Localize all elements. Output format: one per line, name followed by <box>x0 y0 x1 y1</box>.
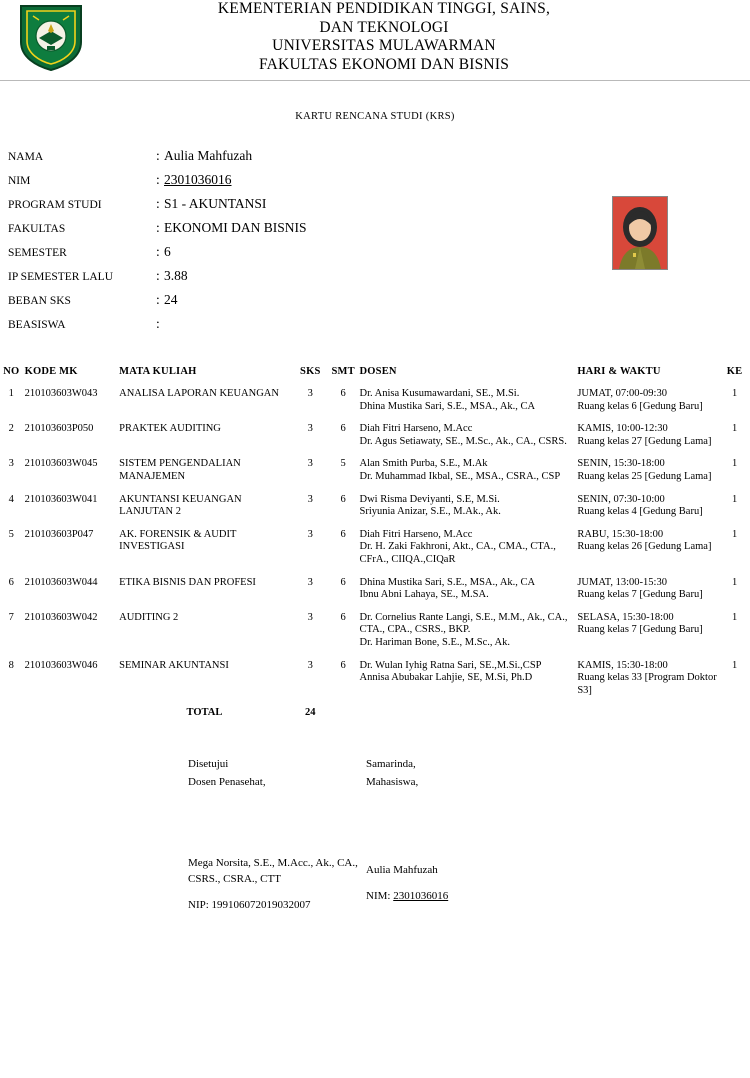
signature-right-header <box>366 755 566 791</box>
cell-mata-kuliah: PRAKTEK AUDITING <box>119 423 221 435</box>
total-sks: 24 <box>305 707 316 719</box>
dosen-line: Dwi Risma Deviyanti, S.E, M.Si. <box>359 493 500 505</box>
dosen-line: Dr. Muhammad Ikbal, SE., MSA., CSRA., CSP <box>359 470 561 482</box>
document-title: KARTU RENCANA STUDI (KRS) <box>295 111 455 122</box>
table-row <box>0 453 750 488</box>
identity-colon: : <box>156 196 160 211</box>
cell-dosen <box>358 524 576 572</box>
identity-colon: : <box>156 172 160 187</box>
header-divider <box>0 80 750 81</box>
cell-kode: 210103603W046 <box>24 659 98 671</box>
jadwal-line: RABU, 15:30-18:00 <box>577 528 664 540</box>
ruang-line: Ruang kelas 6 [Gedung Baru] <box>577 400 703 412</box>
identity-label: NIM <box>8 175 31 187</box>
dosen-line: Diah Fitri Harseno, M.Acc <box>359 528 473 540</box>
identity-row-nama <box>8 148 750 172</box>
total-label: TOTAL <box>186 707 223 719</box>
cell-kode: 210103603W042 <box>24 611 98 623</box>
cell-hari-waktu <box>575 572 719 607</box>
dosen-line: Dhina Mustika Sari, S.E., MSA., Ak., CA <box>359 576 536 588</box>
university-logo <box>16 2 86 72</box>
cell-mata-kuliah: AKUNTANSI KEUANGAN LANJUTAN 2 <box>119 493 242 518</box>
cell-hari-waktu <box>575 383 719 418</box>
advisor-name: Mega Norsita, S.E., M.Acc., Ak., CA., CSRS., CSRA., CTT <box>188 856 358 885</box>
col-smt: SMT <box>331 366 355 377</box>
identity-label: BEBAN SKS <box>8 295 71 307</box>
col-mata-kuliah: MATA KULIAH <box>119 366 197 377</box>
cell-sks: 3 <box>307 388 313 399</box>
student-photo <box>612 196 668 270</box>
cell-no: 2 <box>8 423 14 435</box>
document-header <box>0 0 750 78</box>
table-total-row <box>0 702 750 725</box>
dosen-line: Sriyunia Anizar, S.E., M.Ak., Ak. <box>359 506 501 518</box>
student-label: Mahasiswa, <box>366 775 419 788</box>
dosen-line: Dr. Hariman Bone, S.E., M.Sc., Ak. <box>359 636 511 648</box>
cell-sks: 3 <box>307 493 313 505</box>
header-line-4: FAKULTAS EKONOMI DAN BISNIS <box>258 55 510 73</box>
identity-colon: : <box>156 220 160 235</box>
ruang-line: Ruang kelas 33 [Program Doktor S3] <box>577 672 717 696</box>
advisor-label: Dosen Penasehat, <box>188 775 266 788</box>
ruang-line: Ruang kelas 27 [Gedung Lama] <box>577 435 712 447</box>
dosen-line: Dr. Cornelius Rante Langi, S.E., M.M., Ak., CA., CTA., CPA., CSRS., BKP. <box>359 611 568 636</box>
cell-ke: 1 <box>731 659 738 671</box>
cell-sks: 3 <box>307 576 313 588</box>
identity-colon: : <box>156 244 160 259</box>
identity-label: IP SEMESTER LALU <box>8 271 113 283</box>
identity-colon: : <box>156 292 160 307</box>
student-signature-block <box>366 862 566 904</box>
signature-left-header <box>188 755 363 791</box>
cell-smt: 6 <box>340 388 346 399</box>
jadwal-line: SENIN, 15:30-18:00 <box>577 458 665 470</box>
cell-smt: 6 <box>340 611 346 623</box>
cell-mata-kuliah: ETIKA BISNIS DAN PROFESI <box>119 576 256 588</box>
identity-label: SEMESTER <box>8 247 67 259</box>
signature-area <box>0 755 750 935</box>
jadwal-line: SELASA, 15:30-18:00 <box>577 611 674 623</box>
cell-ke: 1 <box>731 576 738 588</box>
identity-row-ip-semester-lalu <box>8 268 750 292</box>
header-titles <box>86 0 742 74</box>
identity-row-nim <box>8 172 750 196</box>
identity-block <box>0 148 750 340</box>
approved-label: Disetujui <box>188 757 229 770</box>
ruang-line: Ruang kelas 7 [Gedung Baru] <box>577 589 703 601</box>
identity-value-beban-sks: 24 <box>164 292 178 307</box>
city-label: Samarinda, <box>366 757 416 770</box>
col-kode-mk: KODE MK <box>24 366 78 377</box>
header-line-2: DAN TEKNOLOGI <box>319 18 449 36</box>
jadwal-line: SENIN, 07:30-10:00 <box>577 493 665 505</box>
identity-row-beban-sks <box>8 292 750 316</box>
ruang-line: Ruang kelas 4 [Gedung Baru] <box>577 506 703 518</box>
identity-row-beasiswa <box>8 316 750 340</box>
cell-no: 4 <box>8 493 14 505</box>
course-table <box>0 362 750 725</box>
cell-smt: 5 <box>340 458 346 470</box>
cell-kode: 210103603P050 <box>24 423 94 435</box>
table-header-row <box>0 362 750 383</box>
identity-label: NAMA <box>8 151 44 163</box>
cell-hari-waktu <box>575 655 719 703</box>
dosen-line: Dr. Agus Setiawaty, SE., M.Sc., Ak., CA., CSRS. <box>359 435 567 447</box>
cell-kode: 210103603W045 <box>24 458 98 470</box>
cell-dosen <box>358 489 576 524</box>
identity-colon: : <box>156 268 160 283</box>
identity-value-fakultas: EKONOMI DAN BISNIS <box>164 220 307 235</box>
cell-dosen <box>358 453 576 488</box>
table-row <box>0 655 750 703</box>
cell-dosen <box>358 383 576 418</box>
col-sks: SKS <box>300 366 321 377</box>
cell-hari-waktu <box>575 524 719 572</box>
cell-ke: 1 <box>731 423 738 435</box>
table-row <box>0 572 750 607</box>
cell-no: 8 <box>8 659 14 671</box>
jadwal-line: KAMIS, 10:00-12:30 <box>577 423 668 435</box>
cell-mata-kuliah: SEMINAR AKUNTANSI <box>119 659 229 671</box>
col-hari-waktu: HARI & WAKTU <box>577 366 661 377</box>
cell-hari-waktu <box>575 489 719 524</box>
col-ke: KE <box>726 366 743 377</box>
advisor-nip: NIP: 199106072019032007 <box>188 898 311 911</box>
cell-mata-kuliah: AUDITING 2 <box>119 611 179 623</box>
cell-kode: 210103603W043 <box>24 388 98 399</box>
cell-smt: 6 <box>340 659 346 671</box>
cell-kode: 210103603W044 <box>24 576 98 588</box>
student-nim-value[interactable]: 2301036016 <box>393 889 449 902</box>
table-row <box>0 489 750 524</box>
dosen-line: Alan Smith Purba, S.E., M.Ak <box>359 458 488 470</box>
cell-kode: 210103603P047 <box>24 528 94 540</box>
cell-no: 7 <box>8 611 14 623</box>
cell-no: 6 <box>8 576 14 588</box>
student-nim-row <box>366 888 566 904</box>
ruang-line: Ruang kelas 26 [Gedung Lama] <box>577 541 712 553</box>
cell-sks: 3 <box>307 423 313 435</box>
cell-ke: 1 <box>731 388 738 399</box>
cell-sks: 3 <box>307 611 313 623</box>
cell-mata-kuliah: AK. FORENSIK & AUDIT INVESTIGASI <box>119 528 237 553</box>
cell-smt: 6 <box>340 423 346 435</box>
dosen-line: Dhina Mustika Sari, S.E., MSA., Ak., CA <box>359 400 536 412</box>
table-row <box>0 607 750 655</box>
cell-mata-kuliah: SISTEM PENGENDALIAN MANAJEMEN <box>119 458 241 482</box>
ruang-line: Ruang kelas 7 [Gedung Baru] <box>577 624 703 636</box>
identity-value-nim[interactable]: 2301036016 <box>164 172 232 187</box>
cell-dosen <box>358 418 576 453</box>
cell-smt: 6 <box>340 493 346 505</box>
cell-dosen <box>358 607 576 655</box>
cell-ke: 1 <box>731 493 738 505</box>
identity-label: FAKULTAS <box>8 223 66 235</box>
jadwal-line: JUMAT, 07:00-09:30 <box>577 388 667 399</box>
cell-ke: 1 <box>731 458 738 470</box>
advisor-signature-block <box>188 855 368 913</box>
cell-smt: 6 <box>340 528 346 540</box>
col-no: NO <box>3 366 20 377</box>
student-nim-label: NIM: <box>366 889 394 902</box>
cell-sks: 3 <box>307 528 313 540</box>
cell-smt: 6 <box>340 576 346 588</box>
cell-ke: 1 <box>731 611 738 623</box>
student-name: Aulia Mahfuzah <box>366 863 438 876</box>
identity-colon: : <box>156 316 160 331</box>
table-row <box>0 383 750 418</box>
identity-label: PROGRAM STUDI <box>8 199 102 211</box>
col-dosen: DOSEN <box>359 366 397 377</box>
ruang-line: Ruang kelas 25 [Gedung Lama] <box>577 470 712 482</box>
identity-value-ip-semester-lalu: 3.88 <box>164 268 188 283</box>
jadwal-line: KAMIS, 15:30-18:00 <box>577 659 668 671</box>
cell-hari-waktu <box>575 418 719 453</box>
dosen-line: Ibnu Abni Lahaya, SE., M.SA. <box>359 589 489 601</box>
cell-kode: 210103603W041 <box>24 493 98 505</box>
cell-hari-waktu <box>575 607 719 655</box>
identity-colon: : <box>156 148 160 163</box>
table-row <box>0 418 750 453</box>
identity-label: BEASISWA <box>8 319 66 331</box>
identity-value-semester: 6 <box>164 244 171 259</box>
table-row <box>0 524 750 572</box>
dosen-line: Dr. Wulan Iyhig Ratna Sari, SE.,M.Si.,CSP <box>359 659 542 671</box>
cell-dosen <box>358 572 576 607</box>
cell-hari-waktu <box>575 453 719 488</box>
cell-dosen <box>358 655 576 703</box>
cell-no: 3 <box>8 458 14 470</box>
dosen-line: Dr. H. Zaki Fakhroni, Akt., CA., CMA., CTA., CFrA., CIIQA.,CIQaR <box>359 541 556 565</box>
jadwal-line: JUMAT, 13:00-15:30 <box>577 576 667 588</box>
identity-value-nama: Aulia Mahfuzah <box>164 148 253 163</box>
cell-sks: 3 <box>307 458 313 470</box>
table-body <box>0 383 750 725</box>
dosen-line: Diah Fitri Harseno, M.Acc <box>359 423 473 435</box>
cell-no: 1 <box>8 388 14 399</box>
dosen-line: Annisa Abubakar Lahjie, SE, M.Si, Ph.D <box>359 672 533 684</box>
dosen-line: Dr. Anisa Kusumawardani, SE., M.Si. <box>359 388 520 399</box>
cell-mata-kuliah: ANALISA LAPORAN KEUANGAN <box>119 388 279 399</box>
cell-sks: 3 <box>307 659 313 671</box>
header-line-3: UNIVERSITAS MULAWARMAN <box>272 37 496 54</box>
identity-value-program-studi: S1 - AKUNTANSI <box>164 196 267 211</box>
cell-ke: 1 <box>731 528 738 540</box>
cell-no: 5 <box>8 528 14 540</box>
header-line-1: KEMENTERIAN PENDIDIKAN TINGGI, SAINS, <box>217 0 551 17</box>
